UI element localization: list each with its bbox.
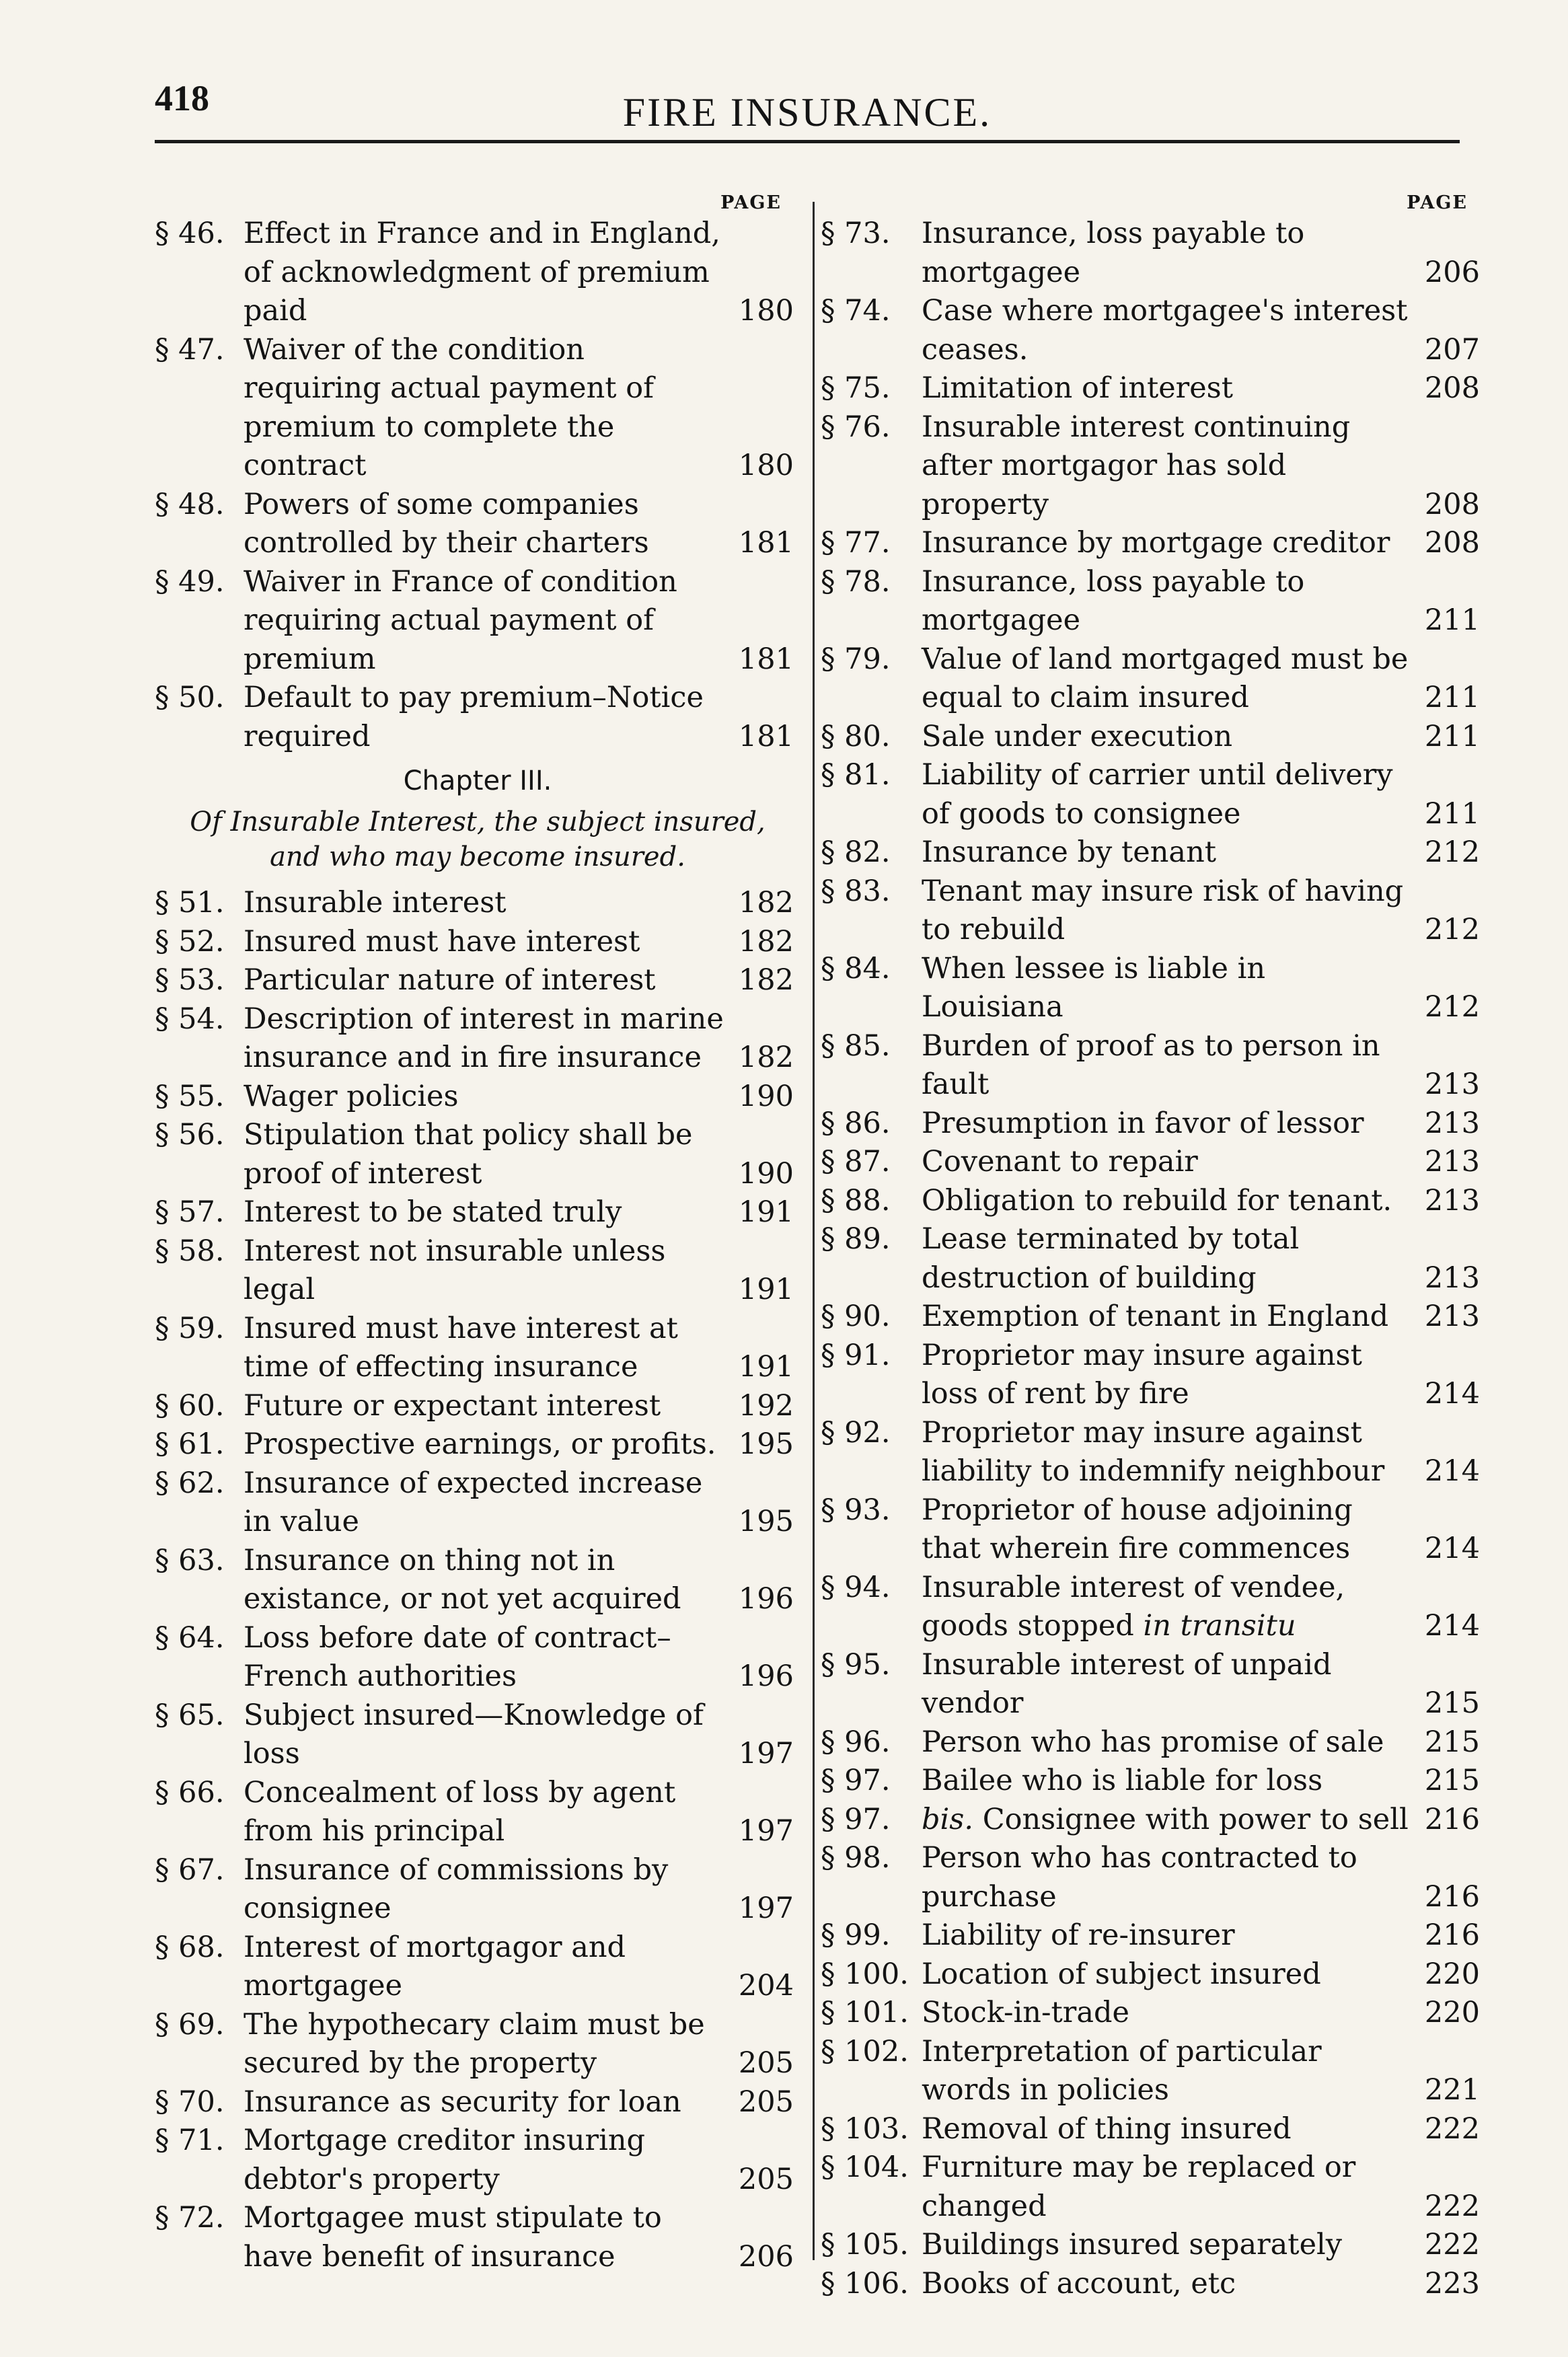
section-number: § 56. bbox=[155, 1118, 225, 1152]
entry-title bbox=[155, 1425, 726, 1464]
entry-page-number: 196 bbox=[738, 1659, 794, 1693]
entry-page-number: 180 bbox=[738, 449, 794, 482]
entry-page-number: 213 bbox=[1424, 1183, 1480, 1218]
left-column bbox=[155, 192, 800, 2276]
entry-page-number: 220 bbox=[1424, 1996, 1480, 2029]
toc-entry bbox=[821, 1105, 1487, 1144]
section-number: § 73. bbox=[821, 217, 891, 250]
entry-title-part: Future or expectant interest bbox=[244, 1388, 661, 1423]
entry-page-number: 206 bbox=[738, 2239, 794, 2274]
entry-page-number: 221 bbox=[1424, 2073, 1480, 2107]
section-number: § 72. bbox=[155, 2201, 225, 2235]
entry-title-part: Interest to be stated truly bbox=[244, 1195, 622, 1229]
entry-title-part: Case where mortgagee's interest ceases. bbox=[922, 294, 1408, 367]
entry-title bbox=[155, 331, 726, 486]
section-number: § 91. bbox=[821, 1338, 891, 1372]
section-number: § 52. bbox=[155, 924, 225, 959]
section-number: § 69. bbox=[155, 2007, 225, 2042]
entry-title bbox=[155, 1851, 726, 1929]
section-number: § 78. bbox=[821, 564, 891, 599]
entry-page-number: 213 bbox=[1424, 1145, 1480, 1178]
section-number: § 49. bbox=[155, 564, 225, 599]
entry-title-part: Loss before date of contract–French authorities bbox=[244, 1620, 671, 1693]
entry-page-number: 214 bbox=[1424, 1609, 1480, 1643]
entry-title-part: Books of account, etc bbox=[922, 2266, 1236, 2300]
entry-title bbox=[155, 215, 726, 331]
toc-entry bbox=[155, 2083, 800, 2122]
entry-title-part: Insurance as security for loan bbox=[244, 2085, 681, 2119]
section-number: § 100. bbox=[821, 1957, 909, 1991]
entry-page-number: 204 bbox=[738, 1969, 794, 2003]
section-number: § 70. bbox=[155, 2085, 225, 2119]
entry-title-part: Location of subject insured bbox=[922, 1957, 1321, 1991]
section-number: § 102. bbox=[821, 2034, 909, 2068]
entry-title bbox=[155, 1193, 726, 1232]
section-number: § 103. bbox=[821, 2111, 909, 2146]
entry-page-number: 215 bbox=[1424, 1725, 1480, 1759]
entry-title-part: Stock-in-trade bbox=[922, 1996, 1129, 2029]
entry-title-part: When lessee is liable in Louisiana bbox=[922, 951, 1266, 1024]
column-divider bbox=[813, 202, 815, 2260]
entry-page-number: 211 bbox=[1424, 603, 1480, 637]
entry-title-part: Proprietor of house adjoining that wherein fire commences bbox=[922, 1493, 1353, 1565]
toc-entry bbox=[155, 2122, 800, 2199]
entry-page-number: 216 bbox=[1424, 1918, 1480, 1952]
entry-title-part: Insured must have interest bbox=[244, 924, 640, 959]
right-column bbox=[821, 192, 1487, 2303]
entry-title-part: Waiver of the condition requiring actual payment of premium to complete the contract bbox=[244, 332, 655, 482]
entry-page-number: 190 bbox=[738, 1156, 794, 1191]
entry-page-number: 197 bbox=[738, 1814, 794, 1848]
entry-title-part: Obligation to rebuild for tenant. bbox=[922, 1183, 1392, 1218]
section-number: § 93. bbox=[821, 1493, 891, 1527]
toc-entry bbox=[821, 872, 1487, 950]
entry-title-part: Default to pay premium–Notice required bbox=[244, 681, 704, 753]
entry-title bbox=[155, 1310, 726, 1387]
entry-title-part: Proprietor may insure against liability to indemnify neighbour bbox=[922, 1415, 1385, 1488]
entry-title bbox=[155, 1464, 726, 1542]
entry-page-number: 223 bbox=[1424, 2266, 1480, 2300]
entry-title-part: Particular nature of interest bbox=[244, 963, 656, 997]
toc-entry bbox=[155, 1116, 800, 1193]
entry-page-number: 222 bbox=[1424, 2189, 1480, 2223]
page-column-label: PAGE bbox=[1407, 192, 1468, 213]
section-number: § 88. bbox=[821, 1183, 891, 1218]
toc-entry bbox=[821, 1414, 1487, 1491]
section-number: § 97. bbox=[821, 1764, 891, 1797]
toc-entry bbox=[155, 1696, 800, 1774]
entry-title-part: Interest of mortgagor and mortgagee bbox=[244, 1930, 626, 2003]
section-number: § 86. bbox=[821, 1106, 891, 1140]
section-number: § 53. bbox=[155, 963, 225, 997]
entry-title-italic-prefix: bis. bbox=[922, 1802, 974, 1836]
entry-title-part: Insurance of expected increase in value bbox=[244, 1466, 703, 1538]
toc-entry bbox=[155, 884, 800, 923]
page-header bbox=[155, 64, 1460, 138]
entry-title bbox=[155, 1774, 726, 1851]
entry-page-number: 208 bbox=[1424, 487, 1480, 521]
entry-title-part: Insured must have interest at time of effecting insurance bbox=[244, 1311, 678, 1384]
entry-page-number: 195 bbox=[738, 1427, 794, 1461]
toc-entry bbox=[821, 215, 1487, 292]
entry-page-number: 190 bbox=[738, 1079, 794, 1113]
entry-title-part: Covenant to repair bbox=[922, 1145, 1198, 1178]
entry-page-number: 205 bbox=[738, 2162, 794, 2196]
section-number: § 96. bbox=[821, 1725, 891, 1759]
toc-entry bbox=[821, 1182, 1487, 1221]
entry-title-part: Insurance of commissions by consignee bbox=[244, 1853, 669, 1925]
toc-entry bbox=[155, 1387, 800, 1426]
entry-title-part: Presumption in favor of lessor bbox=[922, 1106, 1364, 1140]
chapter-heading: Chapter III. bbox=[403, 765, 552, 796]
left-entries-before-chapter bbox=[155, 215, 800, 756]
entry-page-number: 215 bbox=[1424, 1686, 1480, 1720]
entry-title bbox=[155, 1078, 726, 1117]
entry-title-part: Limitation of interest bbox=[922, 371, 1234, 405]
entry-title-part: Wager policies bbox=[244, 1079, 459, 1113]
section-number: § 94. bbox=[821, 1570, 891, 1604]
section-number: § 58. bbox=[155, 1234, 225, 1268]
section-number: § 97. bbox=[821, 1802, 891, 1836]
entry-title bbox=[155, 563, 726, 679]
entry-page-number: 220 bbox=[1424, 1957, 1480, 1991]
entry-page-number: 197 bbox=[738, 1892, 794, 1925]
section-number: § 59. bbox=[155, 1311, 225, 1345]
toc-entry bbox=[821, 1955, 1487, 1994]
section-number: § 61. bbox=[155, 1427, 225, 1461]
entry-title-part: Effect in France and in England, of acknowledgment of premium paid bbox=[244, 217, 720, 328]
entry-page-number: 191 bbox=[738, 1273, 794, 1306]
entry-page-number: 215 bbox=[1424, 1764, 1480, 1797]
toc-entry bbox=[155, 679, 800, 756]
entry-title-part: Value of land mortgaged must be equal to claim insured bbox=[922, 642, 1409, 714]
toc-entry bbox=[821, 563, 1487, 640]
entry-title-part: Prospective earnings, or profits. bbox=[244, 1427, 716, 1461]
entry-title-part: Exemption of tenant in England bbox=[922, 1300, 1389, 1333]
toc-entry bbox=[821, 292, 1487, 369]
section-number: § 87. bbox=[821, 1145, 891, 1178]
entry-page-number: 208 bbox=[1424, 371, 1480, 405]
section-number: § 75. bbox=[821, 371, 891, 405]
entry-title-part: Interest not insurable unless legal bbox=[244, 1234, 666, 1306]
section-number: § 83. bbox=[821, 874, 891, 908]
entry-page-number: 216 bbox=[1424, 1879, 1480, 1914]
entry-title bbox=[155, 1929, 726, 2006]
section-number: § 62. bbox=[155, 1466, 225, 1500]
entry-title-part: Insurable interest of vendee, goods stopped bbox=[922, 1570, 1345, 1643]
entry-title-part: Buildings insured separately bbox=[922, 2228, 1343, 2261]
entry-page-number: 211 bbox=[1424, 719, 1480, 753]
entry-title-part: Tenant may insure risk of having to rebuild bbox=[922, 874, 1404, 946]
section-number: § 60. bbox=[155, 1388, 225, 1423]
entry-title bbox=[155, 486, 726, 563]
entry-title-part: Person who has promise of sale bbox=[922, 1725, 1384, 1759]
page-number: 418 bbox=[155, 78, 209, 118]
entry-page-number: 196 bbox=[738, 1582, 794, 1616]
entry-title-part: Description of interest in marine insurance and in fire insurance bbox=[244, 1002, 724, 1074]
entry-title-part: Removal of thing insured bbox=[922, 2111, 1292, 2146]
entry-page-number: 180 bbox=[738, 294, 794, 328]
entry-title-part: Proprietor may insure against loss of rent by fire bbox=[922, 1338, 1362, 1411]
entry-title-part: Furniture may be replaced or changed bbox=[922, 2150, 1356, 2223]
entry-title-part: Insurance by mortgage creditor bbox=[922, 526, 1390, 560]
toc-entry bbox=[155, 1542, 800, 1619]
entry-title bbox=[155, 923, 726, 962]
entry-title bbox=[155, 1387, 726, 1426]
toc-entry bbox=[155, 1929, 800, 2006]
entry-page-number: 222 bbox=[1424, 2228, 1480, 2261]
section-number: § 63. bbox=[155, 1543, 225, 1577]
entry-title-part: Subject insured—Knowledge of loss bbox=[244, 1698, 704, 1770]
section-number: § 105. bbox=[821, 2228, 909, 2261]
entry-page-number: 182 bbox=[738, 1041, 794, 1074]
toc-entry bbox=[155, 1851, 800, 1929]
section-number: § 66. bbox=[155, 1775, 225, 1809]
toc-entry bbox=[821, 1337, 1487, 1414]
entry-title-part: Burden of proof as to person in fault bbox=[922, 1028, 1380, 1101]
toc-entry bbox=[155, 1464, 800, 1542]
toc-entry bbox=[821, 756, 1487, 833]
toc-entry bbox=[821, 1491, 1487, 1569]
entry-title bbox=[155, 679, 726, 756]
entry-title-part: Bailee who is liable for loss bbox=[922, 1764, 1323, 1797]
entry-page-number: 182 bbox=[738, 886, 794, 920]
entry-title-part: Insurable interest of unpaid vendor bbox=[922, 1647, 1332, 1720]
toc-entry bbox=[821, 718, 1487, 757]
toc-entry bbox=[155, 1774, 800, 1851]
toc-entry bbox=[155, 2199, 800, 2276]
toc-entry bbox=[155, 2006, 800, 2083]
entry-title bbox=[155, 1232, 726, 1310]
entry-title-part: Insurable interest continuing after mortgagor has sold property bbox=[922, 410, 1351, 521]
toc-entry bbox=[821, 2110, 1487, 2149]
entry-title-part: Mortgagee must stipulate to have benefit of insurance bbox=[244, 2201, 662, 2274]
toc-entry bbox=[155, 331, 800, 486]
toc-entry bbox=[155, 1232, 800, 1310]
entry-title bbox=[155, 1542, 726, 1619]
toc-entry bbox=[821, 1298, 1487, 1337]
chapter-subtitle: Of Insurable Interest, the subject insured, and who may become insured. bbox=[190, 807, 766, 872]
toc-entry bbox=[821, 1723, 1487, 1762]
entry-page-number: 211 bbox=[1424, 796, 1480, 831]
toc-entry bbox=[155, 1619, 800, 1696]
toc-entry bbox=[821, 2148, 1487, 2226]
entry-page-number: 216 bbox=[1424, 1802, 1480, 1836]
entry-page-number: 197 bbox=[738, 1737, 794, 1770]
entry-title bbox=[155, 884, 726, 923]
entry-title-part: Insurance, loss payable to mortgagee bbox=[922, 217, 1305, 289]
toc-entry bbox=[821, 369, 1487, 408]
section-number: § 67. bbox=[155, 1853, 225, 1887]
entry-page-number: 213 bbox=[1424, 1068, 1480, 1101]
toc-entry bbox=[821, 950, 1487, 1027]
entry-page-number: 211 bbox=[1424, 681, 1480, 714]
entry-title-part: Liability of carrier until delivery of goods to consignee bbox=[922, 758, 1393, 831]
toc-entry bbox=[821, 2265, 1487, 2304]
entry-title bbox=[155, 1619, 726, 1696]
entry-page-number: 191 bbox=[738, 1195, 794, 1229]
entry-title bbox=[155, 2122, 726, 2199]
entry-page-number: 195 bbox=[738, 1505, 794, 1538]
entry-page-number: 182 bbox=[738, 963, 794, 997]
section-number: § 48. bbox=[155, 487, 225, 521]
entry-page-number: 192 bbox=[738, 1388, 794, 1423]
toc-entry bbox=[821, 1839, 1487, 1916]
section-number: § 92. bbox=[821, 1415, 891, 1450]
toc-entry bbox=[821, 833, 1487, 872]
entry-page-number: 214 bbox=[1424, 1532, 1480, 1565]
entry-title-part: Insurance on thing not in existance, or not yet acquired bbox=[244, 1543, 681, 1616]
section-number: § 81. bbox=[821, 758, 891, 792]
section-number: § 104. bbox=[821, 2150, 909, 2184]
toc-entry bbox=[821, 408, 1487, 525]
entry-title-part: Sale under execution bbox=[922, 719, 1233, 753]
entry-title-part: Lease terminated by total destruction of building bbox=[922, 1222, 1300, 1295]
toc-entry bbox=[821, 1762, 1487, 1801]
entry-page-number: 181 bbox=[738, 526, 794, 560]
entry-title-part: Powers of some companies controlled by their charters bbox=[244, 487, 649, 560]
toc-entry bbox=[821, 1569, 1487, 1646]
entry-page-number: 207 bbox=[1424, 332, 1480, 367]
section-number: § 95. bbox=[821, 1647, 891, 1682]
section-number: § 77. bbox=[821, 526, 891, 560]
running-head: FIRE INSURANCE. bbox=[622, 90, 992, 135]
entry-title-italic: in transitu bbox=[1143, 1609, 1296, 1643]
section-number: § 76. bbox=[821, 410, 891, 444]
section-number: § 65. bbox=[155, 1698, 225, 1732]
section-number: § 50. bbox=[155, 681, 225, 714]
entry-title bbox=[155, 961, 726, 1000]
toc-entry bbox=[155, 923, 800, 962]
entry-page-number: 191 bbox=[738, 1350, 794, 1384]
section-number: § 106. bbox=[821, 2266, 909, 2300]
entry-title bbox=[155, 2199, 726, 2276]
entry-page-number: 205 bbox=[738, 2046, 794, 2080]
entry-title-part: Mortgage creditor insuring debtor's property bbox=[244, 2124, 646, 2196]
section-number: § 101. bbox=[821, 1996, 909, 2029]
toc-entry bbox=[155, 1193, 800, 1232]
entry-page-number: 206 bbox=[1424, 255, 1480, 289]
entry-title bbox=[155, 1000, 726, 1078]
toc-entry bbox=[155, 215, 800, 331]
entry-title-part: Consignee with power to sell bbox=[982, 1802, 1409, 1836]
toc-entry bbox=[821, 2033, 1487, 2110]
entry-page-number: 208 bbox=[1424, 526, 1480, 560]
section-number: § 89. bbox=[821, 1222, 891, 1256]
section-number: § 64. bbox=[155, 1620, 225, 1655]
section-number: § 90. bbox=[821, 1300, 891, 1333]
section-number: § 74. bbox=[821, 294, 891, 328]
toc-entry bbox=[821, 1916, 1487, 1955]
entry-page-number: 213 bbox=[1424, 1261, 1480, 1295]
entry-title bbox=[155, 2006, 726, 2083]
toc-entry bbox=[821, 640, 1487, 718]
entry-title-part: Stipulation that policy shall be proof of interest bbox=[244, 1118, 693, 1191]
left-entries-after-chapter bbox=[155, 884, 800, 2276]
entry-page-number: 182 bbox=[738, 924, 794, 959]
toc-entry bbox=[821, 1994, 1487, 2033]
page-column-label: PAGE bbox=[720, 192, 782, 213]
entry-title-part: Person who has contracted to purchase bbox=[922, 1841, 1357, 1914]
section-number: § 84. bbox=[821, 951, 891, 985]
entry-title-part: Waiver in France of condition requiring actual payment of premium bbox=[244, 564, 677, 676]
section-number: § 99. bbox=[821, 1918, 891, 1952]
toc-entry bbox=[155, 961, 800, 1000]
entry-page-number: 214 bbox=[1424, 1454, 1480, 1488]
entry-page-number: 213 bbox=[1424, 1106, 1480, 1140]
toc-entry bbox=[821, 1220, 1487, 1298]
section-number: § 85. bbox=[821, 1028, 891, 1063]
section-number: § 71. bbox=[155, 2124, 225, 2157]
section-number: § 79. bbox=[821, 642, 891, 676]
entry-page-number: 205 bbox=[738, 2085, 794, 2119]
entry-title-part: Insurance by tenant bbox=[922, 835, 1217, 869]
toc-entry bbox=[821, 2226, 1487, 2265]
entry-page-number: 212 bbox=[1424, 990, 1480, 1024]
toc-entry bbox=[155, 1078, 800, 1117]
toc-entry bbox=[821, 1801, 1487, 1840]
section-number: § 82. bbox=[821, 835, 891, 869]
entry-title-part: Interpretation of particular words in policies bbox=[922, 2034, 1322, 2107]
section-number: § 54. bbox=[155, 1002, 225, 1036]
section-number: § 46. bbox=[155, 217, 225, 250]
entry-page-number: 181 bbox=[738, 719, 794, 753]
entry-page-number: 181 bbox=[738, 642, 794, 676]
section-number: § 57. bbox=[155, 1195, 225, 1229]
entry-page-number: 222 bbox=[1424, 2111, 1480, 2146]
toc-entry bbox=[821, 1027, 1487, 1105]
header-rule bbox=[155, 140, 1460, 143]
toc-entry bbox=[155, 1310, 800, 1387]
entry-title-part: Insurable interest bbox=[244, 886, 507, 920]
toc-entry bbox=[821, 524, 1487, 563]
entry-title bbox=[155, 2083, 726, 2122]
entry-title bbox=[155, 1696, 726, 1774]
toc-entry bbox=[155, 1000, 800, 1078]
entry-page-number: 212 bbox=[1424, 835, 1480, 869]
section-number: § 68. bbox=[155, 1930, 225, 1964]
section-number: § 98. bbox=[821, 1841, 891, 1875]
entry-title-part: The hypothecary claim must be secured by the property bbox=[244, 2007, 705, 2080]
entry-title-part: Concealment of loss by agent from his principal bbox=[244, 1775, 676, 1848]
toc-entry bbox=[155, 563, 800, 679]
toc-entry bbox=[155, 1425, 800, 1464]
section-number: § 51. bbox=[155, 886, 225, 920]
entry-title bbox=[155, 1116, 726, 1193]
toc-entry bbox=[821, 1143, 1487, 1182]
entry-page-number: 214 bbox=[1424, 1377, 1480, 1411]
entry-page-number: 212 bbox=[1424, 913, 1480, 946]
entry-title-part: Insurance, loss payable to mortgagee bbox=[922, 564, 1305, 637]
section-number: § 80. bbox=[821, 719, 891, 753]
section-number: § 55. bbox=[155, 1079, 225, 1113]
section-number: § 47. bbox=[155, 332, 225, 367]
right-entries bbox=[821, 215, 1487, 2303]
entry-page-number: 213 bbox=[1424, 1300, 1480, 1333]
entry-title-part: Liability of re-insurer bbox=[922, 1918, 1235, 1952]
toc-entry bbox=[155, 486, 800, 563]
toc-entry bbox=[821, 1646, 1487, 1723]
